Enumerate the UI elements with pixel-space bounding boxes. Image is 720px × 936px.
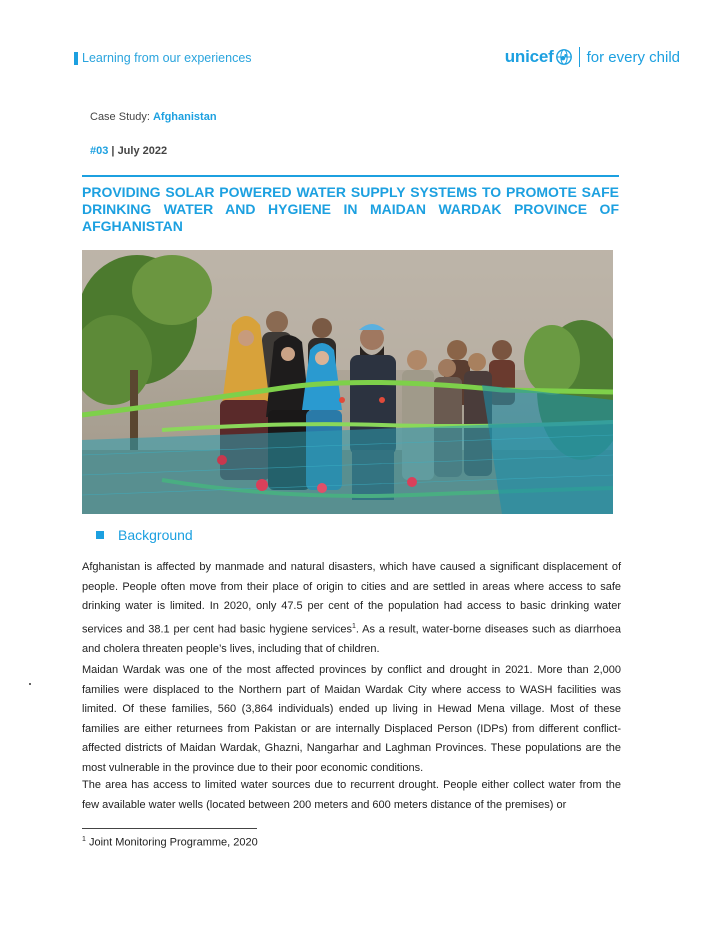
issue-date: July 2022 (117, 145, 168, 157)
paragraph-1-text: Afghanistan is affected by manmade and natural disasters, which have caused a significant displacement of people. People often move from their place of origin to cities and are settled in areas where access to safe drinking water is limited. In 2020, only 47.5 per cent of the population had access to basic drinking water services and 38.1 per cent had basic hygiene services (82, 561, 621, 636)
issue-number: #03 (90, 145, 109, 157)
section-label (74, 51, 252, 65)
brand-wordmark: unicef (504, 47, 554, 66)
margin-mark (29, 683, 31, 685)
section-label-text: Learning from our experiences (82, 51, 252, 65)
brand-tagline: for every child (586, 48, 680, 66)
background-heading (96, 527, 193, 543)
title-rule (82, 175, 619, 177)
unicef-brand (505, 47, 680, 67)
footnote-ref[interactable]: 1 (352, 622, 356, 630)
background-heading-text: Background (118, 527, 193, 543)
paragraph-1 (82, 558, 621, 660)
page-title: PROVIDING SOLAR POWERED WATER SUPPLY SYSTEMS TO PROMOTE SAFE DRINKING WATER AND HYGIENE IN MAIDAN WARDAK PROVINCE OF AFGHANISTAN (82, 184, 619, 234)
paragraph-3: The area has access to limited water sources due to recurrent drought. People either collect water from the few available water wells (located between 200 meters and 600 meters distance of the premises) or (82, 779, 621, 811)
case-study-country: Afghanistan (152, 111, 217, 123)
brand-divider (579, 47, 580, 67)
footnote (82, 836, 258, 849)
case-study-line (90, 111, 217, 123)
footnote-rule (82, 828, 257, 829)
issue-separator: | (111, 145, 115, 157)
heading-bullet (96, 531, 104, 539)
case-study-prefix: Case Study: (90, 111, 150, 123)
footnote-number: 1 (82, 836, 86, 843)
section-label-bar (74, 52, 78, 65)
ribbon-cutting-photo (82, 250, 613, 514)
issue-line (90, 145, 167, 157)
paragraph-1-text-cont: . As a result, water-borne diseases such as diarrhoea and cholera threaten people’s lives, including that of children. (82, 623, 621, 656)
paragraph-2: Maidan Wardak was one of the most affected provinces by conflict and drought in 2021. More than 2,000 families were displaced to the Northern part of Maidan Wardak City where access to WASH facilities was limited. Of these families, 560 (3,864 individuals) ended up living in Hewad Mena village. Most of these families are either returnees from Pakistan or are internally Displaced Person (IDPs) from different conflict-affected districts of Maidan Wardak, Ghazni, Nangarhar and Laghman Provinces. These populations are the most vulnerable in the province due to their poor economic conditions. (82, 664, 621, 774)
unicef-globe-icon (556, 49, 572, 65)
footnote-text: Joint Monitoring Programme, 2020 (88, 836, 258, 849)
